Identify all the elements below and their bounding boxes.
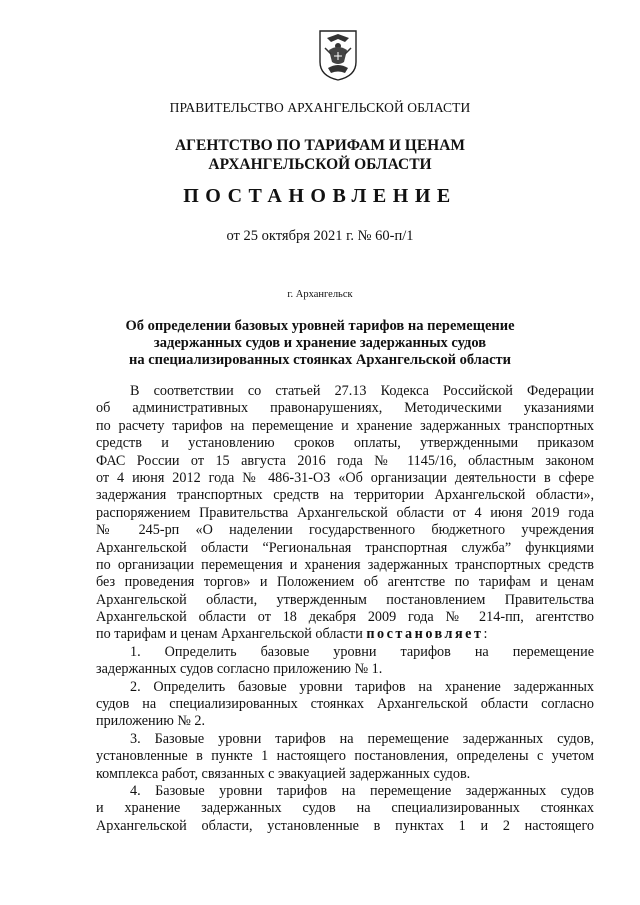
- agency-line-2: АРХАНГЕЛЬСКОЙ ОБЛАСТИ: [208, 156, 432, 173]
- document-type: ПОСТАНОВЛЕНИЕ: [183, 185, 457, 207]
- body-line: В соответствии со статьей 27.13 Кодекса Российской Федерации: [130, 383, 594, 399]
- item-2-line: судов на специализированных стоянках Архангельской области согласно: [96, 696, 594, 713]
- body-line: задержания транспортных средств на территории Архангельской области»,: [96, 487, 594, 504]
- item-4-line: 4. Базовые уровни тарифов на перемещение задержанных судов: [130, 782, 594, 799]
- resolves-word: постановляет: [366, 626, 484, 643]
- item-3-line: комплекса работ, связанных с эвакуацией задержанных судов.: [96, 765, 471, 782]
- resolves-colon: :: [483, 626, 488, 643]
- body-line: по расчету тарифов на перемещение и хранение задержанных транспортных: [96, 417, 594, 434]
- body-line: средств и установлению сроков оплаты, утвержденными приказом: [96, 435, 594, 452]
- body-line: по организации перемещения и хранения задержанных транспортных средств: [96, 556, 594, 573]
- body-line: распоряжением Правительства Архангельской области от 4 июня 2019 года: [96, 504, 594, 521]
- body-line: от 4 июня 2012 года № 486-31-ОЗ «Об организации деятельности в сфере: [96, 469, 594, 486]
- body-line-resolves: [96, 626, 594, 643]
- body-line: об административных правонарушениях, Методическими указаниями: [96, 400, 594, 417]
- agency-line-1: АГЕНТСТВО ПО ТАРИФАМ И ЦЕНАМ: [174, 137, 466, 154]
- body-line: № 245-рп «О наделении государственного бюджетного учреждения: [96, 522, 594, 539]
- item-3-line: установленные в пункте 1 настоящего постановления, определены с учетом: [96, 748, 594, 765]
- item-1-line: 1. Определить базовые уровни тарифов на перемещение: [130, 643, 594, 660]
- item-4-line: и хранение задержанных судов на специализированных стоянках: [96, 800, 594, 817]
- body-line: Архангельской области “Региональная транспортная служба” функциями: [96, 539, 594, 556]
- body-line: без проведения торгов» и Положением об агентстве по тарифам и ценам: [96, 574, 594, 591]
- item-2-line: 2. Определить базовые уровни тарифов на хранение задержанных: [130, 678, 594, 695]
- body-line: Архангельской области от 18 декабря 2009 года № 214-пп, агентство: [96, 609, 594, 626]
- item-2-line: приложению № 2.: [96, 713, 206, 730]
- title-line-3: на специализированных стоянках Архангельской области: [128, 352, 512, 368]
- resolves-lead: по тарифам и ценам Архангельской области: [96, 626, 367, 643]
- coat-of-arms-emblem: [317, 28, 359, 82]
- government-name: ПРАВИТЕЛЬСТВО АРХАНГЕЛЬСКОЙ ОБЛАСТИ: [169, 100, 471, 115]
- agency-name: [0, 136, 640, 174]
- body-line: ФАС России от 15 августа 2016 года № 1145/16, областным законом: [96, 452, 594, 469]
- title-line-2: задержанных судов и хранение задержанных судов: [153, 335, 487, 351]
- document-title: [0, 318, 640, 369]
- body-text: [96, 383, 594, 835]
- title-line-1: Об определении базовых уровней тарифов на перемещение: [125, 318, 515, 334]
- item-3-line: 3. Базовые уровни тарифов на перемещение задержанных судов,: [130, 730, 594, 747]
- body-line: Архангельской области, утвержденным постановлением Правительства: [96, 591, 594, 608]
- city: г. Архангельск: [287, 289, 353, 300]
- item-4-line: Архангельской области, установленные в пунктах 1 и 2 настоящего: [96, 817, 594, 834]
- date-and-number: от 25 октября 2021 г. № 60-п/1: [226, 228, 414, 244]
- item-1-line: задержанных судов согласно приложению № 1.: [96, 661, 383, 678]
